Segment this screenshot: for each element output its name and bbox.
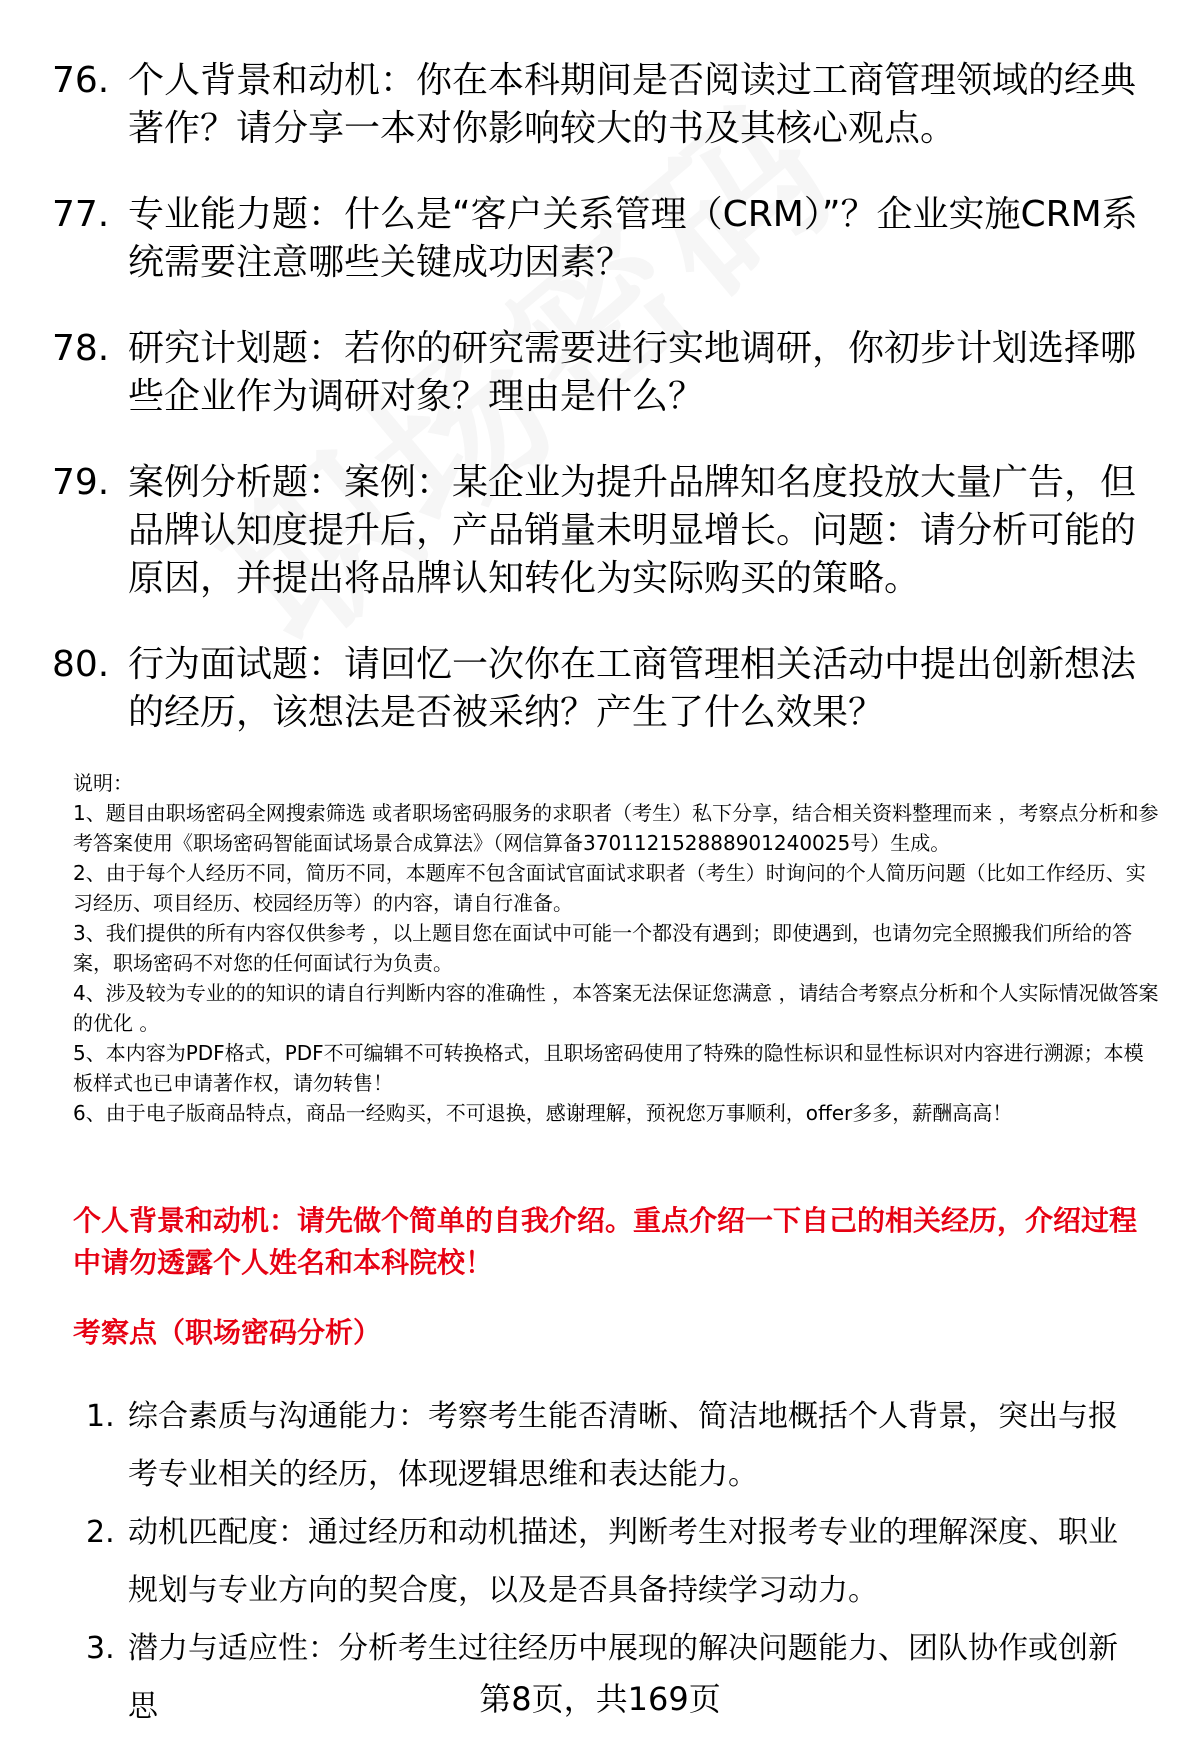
question-item bbox=[0, 459, 1200, 603]
question-number: 76. bbox=[52, 60, 110, 101]
question-number: 79. bbox=[52, 462, 110, 503]
analysis-point bbox=[0, 1504, 1200, 1620]
point-number: 2. bbox=[86, 1515, 115, 1550]
note-item: 4、涉及较为专业的的知识的请自行判断内容的准确性 ，本答案无法保证您满意 ，请结合考察点分析和个人实际情况做答案的优化 。 bbox=[73, 981, 1159, 1035]
question-text: 案例分析题：案例：某企业为提升品牌知名度投放大量广告，但品牌认知度提升后，产品销量未明显增长。问题：请分析可能的原因，并提出将品牌认知转化为实际购买的策略。 bbox=[128, 462, 1137, 599]
question-list bbox=[0, 57, 1200, 775]
notes-title: 说明： bbox=[73, 771, 133, 795]
note-item: 6、由于电子版商品特点，商品一经购买，不可退换，感谢理解，预祝您万事顺利，offer多多，薪酬高高！ bbox=[73, 1101, 1013, 1125]
question-text: 专业能力题：什么是“客户关系管理（CRM）”？企业实施CRM系统需要注意哪些关键成功因素？ bbox=[128, 194, 1138, 283]
notes-section bbox=[73, 768, 1163, 1128]
note-item: 1、题目由职场密码全网搜索筛选 或者职场密码服务的求职者（考生）私下分享，结合相关资料整理而来 ，考察点分析和参考答案使用《职场密码智能面试场景合成算法》（网信算备370112152888901240025号）生成。 bbox=[73, 801, 1159, 855]
point-text: 潜力与适应性：分析考生过往经历中展现的解决问题能力、团队协作或创新思 bbox=[128, 1631, 1118, 1724]
note-item: 5、本内容为PDF格式，PDF不可编辑不可转换格式，且职场密码使用了特殊的隐性标识和显性标识对内容进行溯源；本模板样式也已申请著作权，请勿转售！ bbox=[73, 1041, 1144, 1095]
highlighted-question: 个人背景和动机：请先做个简单的自我介绍。重点介绍一下自己的相关经历，介绍过程中请勿透露个人姓名和本科院校！ bbox=[73, 1204, 1138, 1279]
question-text: 个人背景和动机：你在本科期间是否阅读过工商管理领域的经典著作？请分享一本对你影响较大的书及其核心观点。 bbox=[128, 60, 1137, 149]
note-item: 2、由于每个人经历不同，简历不同，本题库不包含面试官面试求职者（考生）时询问的个人简历问题（比如工作经历、实习经历、项目经历、校园经历等）的内容，请自行准备。 bbox=[73, 861, 1146, 915]
question-number: 78. bbox=[52, 328, 110, 369]
point-text: 综合素质与沟通能力：考察考生能否清晰、简洁地概括个人背景，突出与报考专业相关的经历，体现逻辑思维和表达能力。 bbox=[128, 1399, 1118, 1492]
question-number: 77. bbox=[52, 194, 110, 235]
question-text: 行为面试题：请回忆一次你在工商管理相关活动中提出创新想法的经历，该想法是否被采纳？产生了什么效果？ bbox=[128, 644, 1137, 733]
analysis-point bbox=[0, 1388, 1200, 1504]
question-item bbox=[0, 57, 1200, 153]
question-number: 80. bbox=[52, 644, 110, 685]
page-number: 第8页，共169页 bbox=[479, 1680, 721, 1718]
point-number: 3. bbox=[86, 1631, 115, 1666]
analysis-heading: 考察点（职场密码分析） bbox=[73, 1316, 382, 1349]
question-item bbox=[0, 325, 1200, 421]
point-text: 动机匹配度：通过经历和动机描述，判断考生对报考专业的理解深度、职业规划与专业方向的契合度，以及是否具备持续学习动力。 bbox=[128, 1515, 1118, 1608]
question-text: 研究计划题：若你的研究需要进行实地调研，你初步计划选择哪些企业作为调研对象？理由是什么？ bbox=[128, 328, 1137, 417]
question-item bbox=[0, 641, 1200, 737]
question-item bbox=[0, 191, 1200, 287]
point-number: 1. bbox=[86, 1399, 115, 1434]
note-item: 3、我们提供的所有内容仅供参考 ，以上题目您在面试中可能一个都没有遇到；即使遇到，也请勿完全照搬我们所给的答案，职场密码不对您的任何面试行为负责。 bbox=[73, 921, 1133, 975]
